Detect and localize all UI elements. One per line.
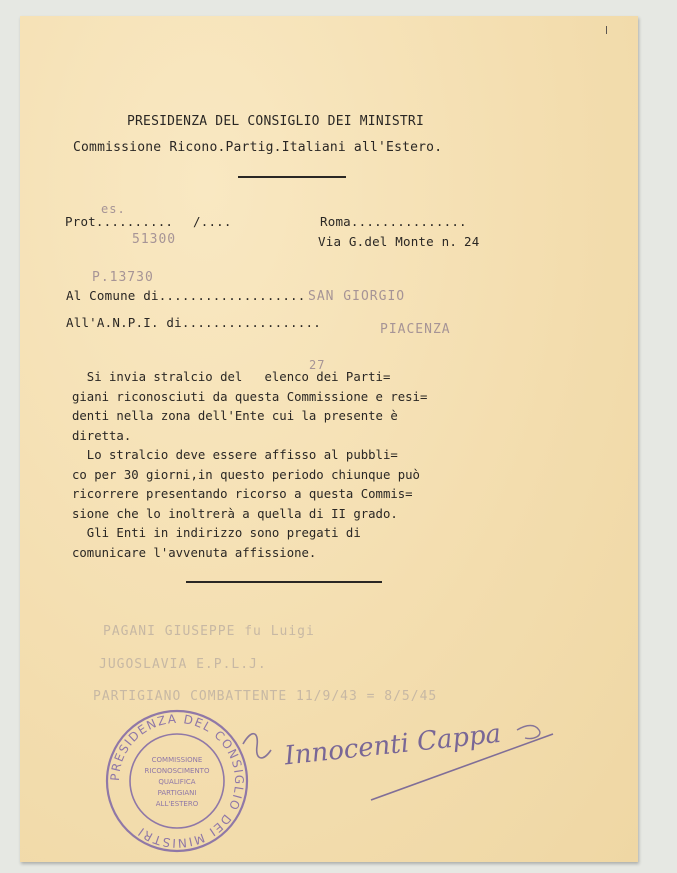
comune-label: Al Comune di................... — [66, 288, 306, 303]
body-line-6: co per 30 giorni,in questo periodo chiunque può — [72, 468, 420, 482]
body-line-2: giani riconosciuti da questa Commissione e resi= — [72, 390, 428, 404]
stamp-line-5: ALL'ESTERO — [155, 800, 199, 808]
signature-text: Innocenti Cappa — [283, 718, 503, 772]
anpi-label: All'A.N.P.I. di.................. — [66, 315, 321, 330]
body-line-1: Si invia stralcio del elenco dei Parti= — [72, 370, 391, 384]
header-subtitle: Commissione Ricono.Partig.Italiani all'Estero. — [73, 140, 443, 155]
document-page — [20, 16, 638, 862]
body-line-7: ricorrere presentando ricorso a questa Commis= — [72, 487, 413, 501]
body-line-5: Lo stralcio deve essere affisso al pubbli= — [72, 448, 398, 462]
stamp-line-2: RICONOSCIMENTO — [144, 767, 210, 775]
record-status: PARTIGIANO COMBATTENTE 11/9/43 = 8/5/45 — [93, 689, 438, 704]
stamp-outer-text: PRESIDENZA DEL CONSIGLIO DEI MINISTRI — [107, 711, 247, 851]
prot-label: Prot.......... — [65, 214, 174, 229]
stamp-line-3: QUALIFICA — [158, 778, 196, 786]
body-rule — [186, 581, 382, 583]
address-number: 24 — [464, 234, 480, 249]
address-line: Via G.del Monte n. — [318, 234, 458, 249]
corner-mark — [606, 26, 607, 34]
stamp-seal-icon — [102, 706, 252, 856]
record-name: PAGANI GIUSEPPE fu Luigi — [103, 624, 315, 639]
prot-number: 51300 — [132, 232, 177, 247]
signature-icon — [235, 704, 555, 804]
header-title: PRESIDENZA DEL CONSIGLIO DEI MINISTRI — [127, 114, 424, 129]
prot-separator: /.... — [193, 214, 232, 229]
body-line-8: sione che lo inoltrerà a quella di II grado. — [72, 507, 398, 521]
comune-value: SAN GIORGIO — [308, 289, 406, 304]
body-line-3: denti nella zona dell'Ente cui la presente è — [72, 409, 398, 423]
overprint-number: 27 — [309, 358, 326, 372]
body-line-4: diretta. — [72, 429, 132, 443]
anpi-value: PIACENZA — [380, 322, 451, 337]
stamp-line-4: PARTIGIANI — [157, 789, 197, 797]
prot-p-number: P.13730 — [92, 270, 154, 285]
roma-label: Roma............... — [320, 214, 467, 229]
body-line-9: Gli Enti in indirizzo sono pregati di — [72, 526, 361, 540]
body-line-10: comunicare l'avvenuta affissione. — [72, 546, 317, 560]
stamp-line-1: COMMISSIONE — [151, 756, 203, 764]
record-country: JUGOSLAVIA E.P.L.J. — [99, 657, 267, 672]
header-rule — [238, 176, 346, 178]
prot-es: es. — [101, 202, 126, 216]
